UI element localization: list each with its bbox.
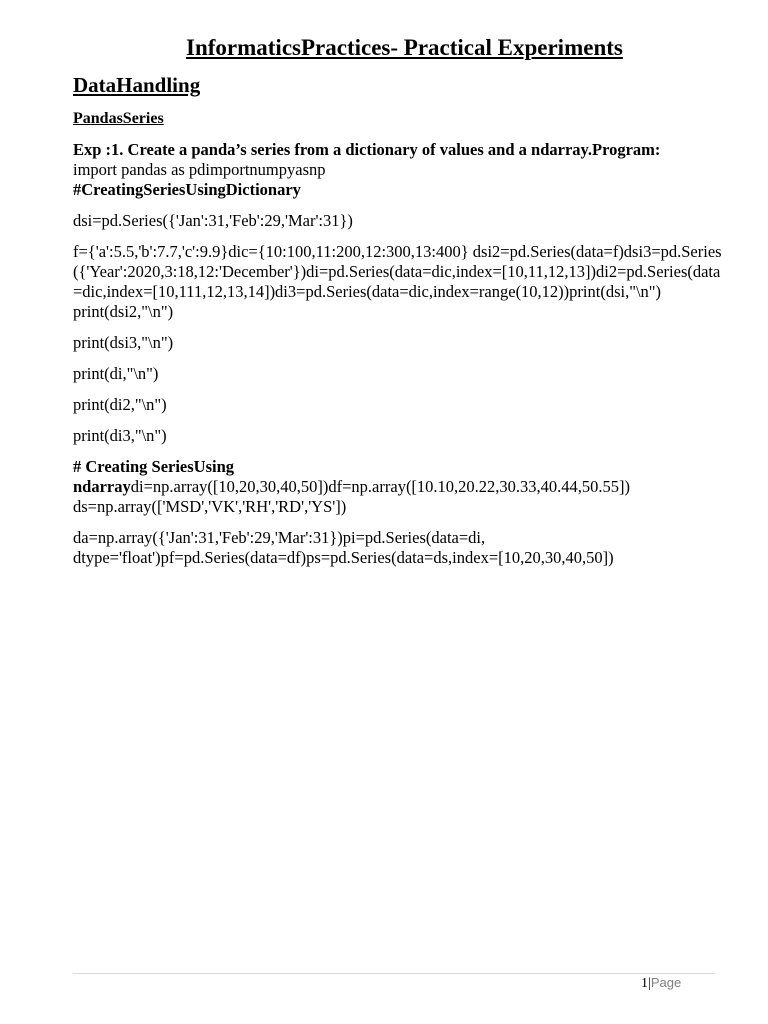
experiment-block — [73, 140, 723, 200]
comment-ndarray: # Creating SeriesUsing — [73, 457, 235, 476]
footer-divider — [73, 973, 715, 974]
code-block-f-text: f={'a':5.5,'b':7.7,'c':9.9}dic={10:100,11:200,12:300,13:400} dsi2=pd.Series(data=f)dsi3=pd.Series({'Year':2020,3:18,12:'December'})di=pd.Series(data=dic,index=[10,11,12,13])di2=pd.Series(data=dic,index=[10,111,12,13,14])di3=pd.Series(data=dic,index=range(10,12))print(dsi,"\n") — [73, 242, 722, 301]
code-print-di2: print(di2,"\n") — [73, 395, 167, 414]
import-line: import pandas as pdimportnumpyasnp — [73, 160, 326, 179]
comment-dictionary: #CreatingSeriesUsingDictionary — [73, 180, 301, 199]
subsection-heading: PandasSeries — [73, 110, 164, 127]
footer-separator: | — [648, 976, 651, 991]
code-print-dsi2: print(dsi2,"\n") — [73, 302, 174, 321]
section-heading: DataHandling — [73, 73, 201, 97]
ndarray-block — [73, 457, 723, 517]
code-print-dsi3: print(dsi3,"\n") — [73, 333, 174, 352]
ndarray-line-rest: di=np.array([10,20,30,40,50])df=np.array([10.10,20.22,30.33,40.44,50.55]) — [130, 477, 631, 496]
document-title: InformaticsPractices- Practical Experiments — [186, 35, 623, 60]
code-line-ds: ds=np.array(['MSD','VK','RH','RD','YS']) — [73, 497, 347, 516]
ndarray-line — [73, 477, 723, 497]
code-block-da: da=np.array({'Jan':31,'Feb':29,'Mar':31})pi=pd.Series(data=di, dtype='float')pf=pd.Series(data=df)ps=pd.Series(data=ds,index=[10,20,30,40,50]) — [73, 528, 614, 567]
code-block-f — [73, 242, 723, 302]
code-line-dsi: dsi=pd.Series({'Jan':31,'Feb':29,'Mar':31}) — [73, 211, 353, 230]
page-number: 1 — [641, 976, 648, 991]
page-footer — [641, 975, 681, 992]
page-label: Page — [650, 975, 682, 990]
document-body — [73, 140, 723, 579]
comment-ndarray-keyword: ndarray — [73, 477, 131, 496]
code-print-di: print(di,"\n") — [73, 364, 159, 383]
code-print-di3: print(di3,"\n") — [73, 426, 167, 445]
experiment-heading: Exp :1. Create a panda’s series from a dictionary of values and a ndarray.Program: — [73, 140, 661, 159]
